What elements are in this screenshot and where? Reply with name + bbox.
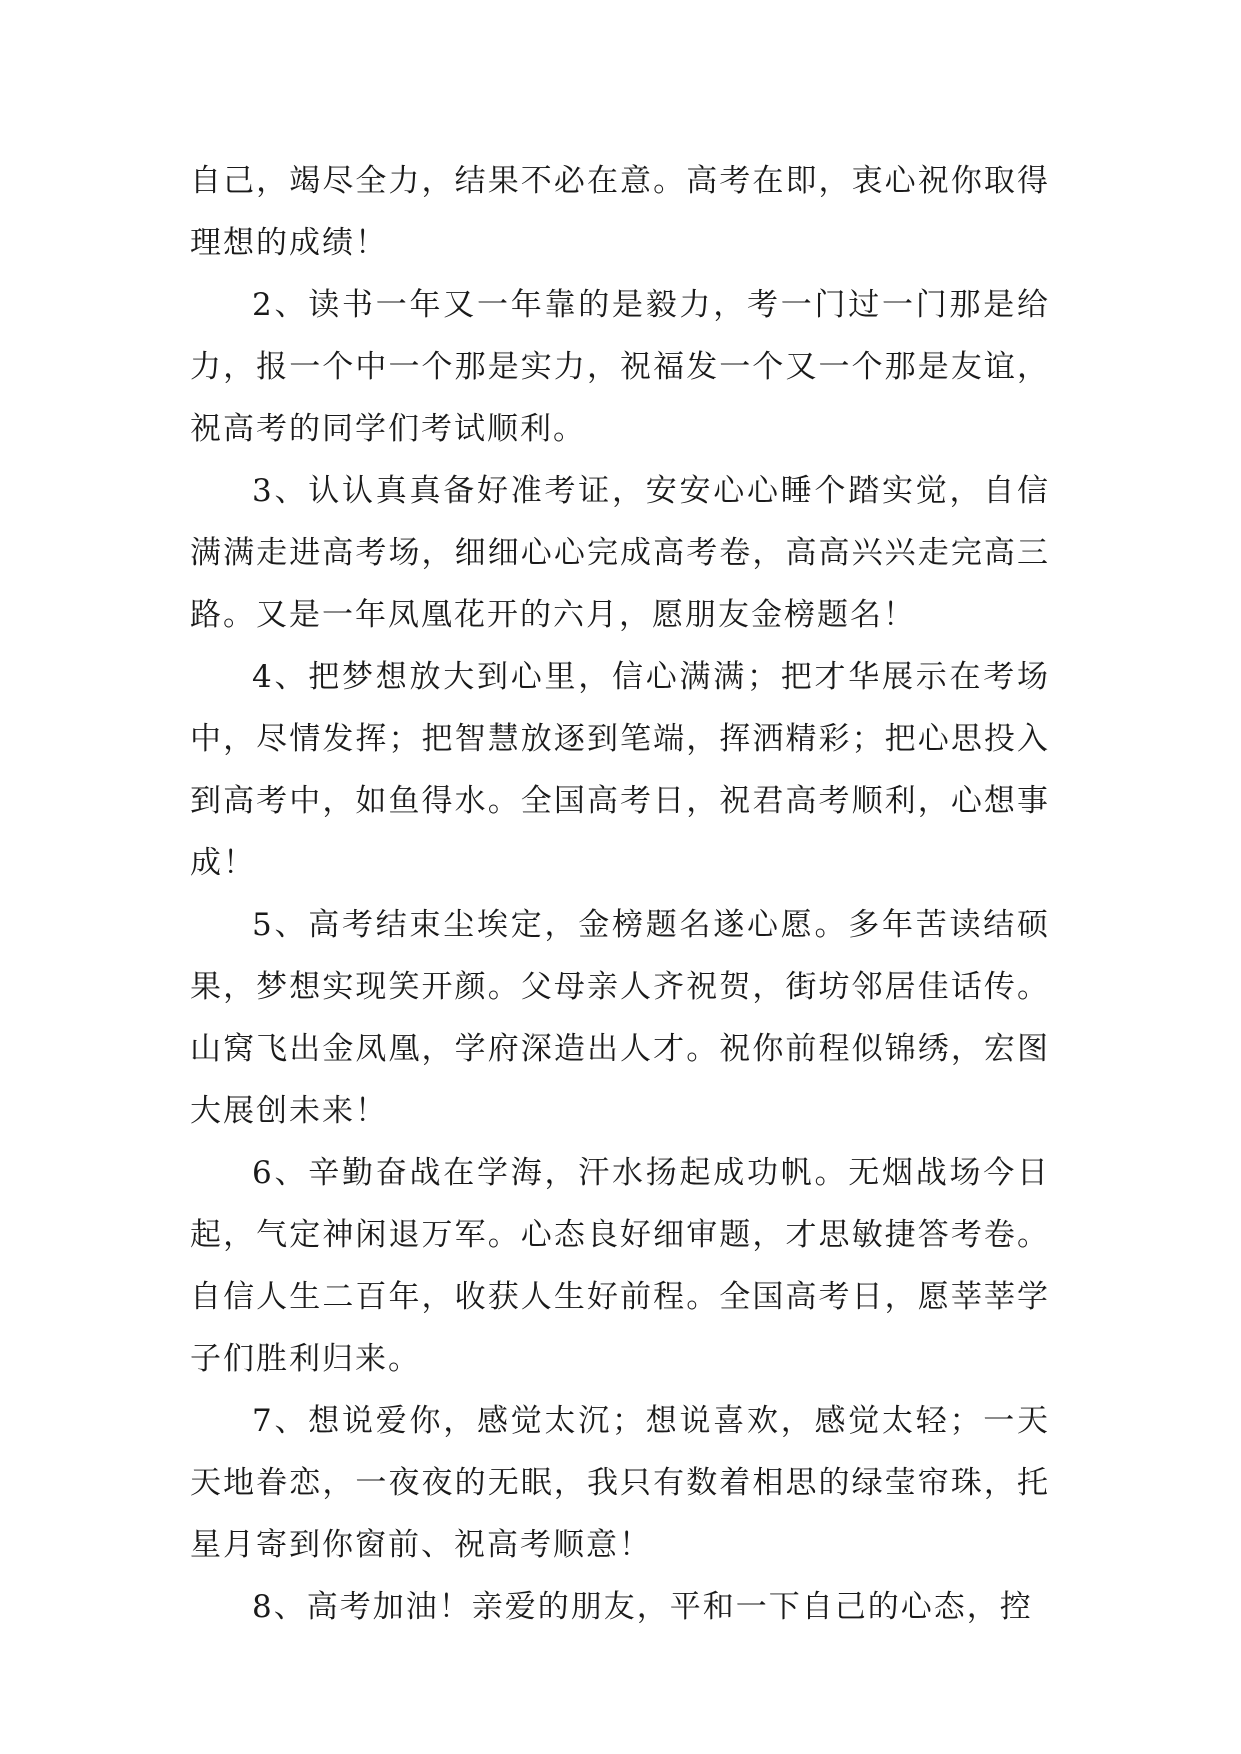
- paragraph-6: 6、辛勤奋战在学海，汗水扬起成功帆。无烟战场今日起，气定神闲退万军。心态良好细审题，才思敏捷答考卷。自信人生二百年，收获人生好前程。全国高考日，愿莘莘学子们胜利归来。: [190, 1155, 1050, 1377]
- paragraph-8: 8、高考加油！亲爱的朋友，平和一下自己的心态，控: [252, 1589, 1033, 1625]
- paragraph-continuation: 自己，竭尽全力，结果不必在意。高考在即，衷心祝你取得理想的成绩！: [190, 163, 1050, 261]
- paragraph-3: 3、认认真真备好准考证，安安心心睡个踏实觉，自信满满走进高考场，细细心心完成高考卷，高高兴兴走完高三路。又是一年凤凰花开的六月，愿朋友金榜题名！: [190, 473, 1050, 633]
- document-body: [190, 150, 1050, 1638]
- paragraph-7: 7、想说爱你，感觉太沉；想说喜欢，感觉太轻；一天天地眷恋，一夜夜的无眠，我只有数着相思的绿莹帘珠，托星月寄到你窗前、祝高考顺意！: [190, 1403, 1050, 1563]
- paragraph-2: 2、读书一年又一年靠的是毅力，考一门过一门那是给力，报一个中一个那是实力，祝福发一个又一个那是友谊，祝高考的同学们考试顺利。: [190, 287, 1050, 447]
- paragraph-5: 5、高考结束尘埃定，金榜题名遂心愿。多年苦读结硕果，梦想实现笑开颜。父母亲人齐祝贺，街坊邻居佳话传。山窝飞出金凤凰，学府深造出人才。祝你前程似锦绣，宏图大展创未来！: [190, 907, 1050, 1129]
- paragraph-4: 4、把梦想放大到心里，信心满满；把才华展示在考场中，尽情发挥；把智慧放逐到笔端，挥洒精彩；把心思投入到高考中，如鱼得水。全国高考日，祝君高考顺利，心想事成！: [190, 659, 1050, 881]
